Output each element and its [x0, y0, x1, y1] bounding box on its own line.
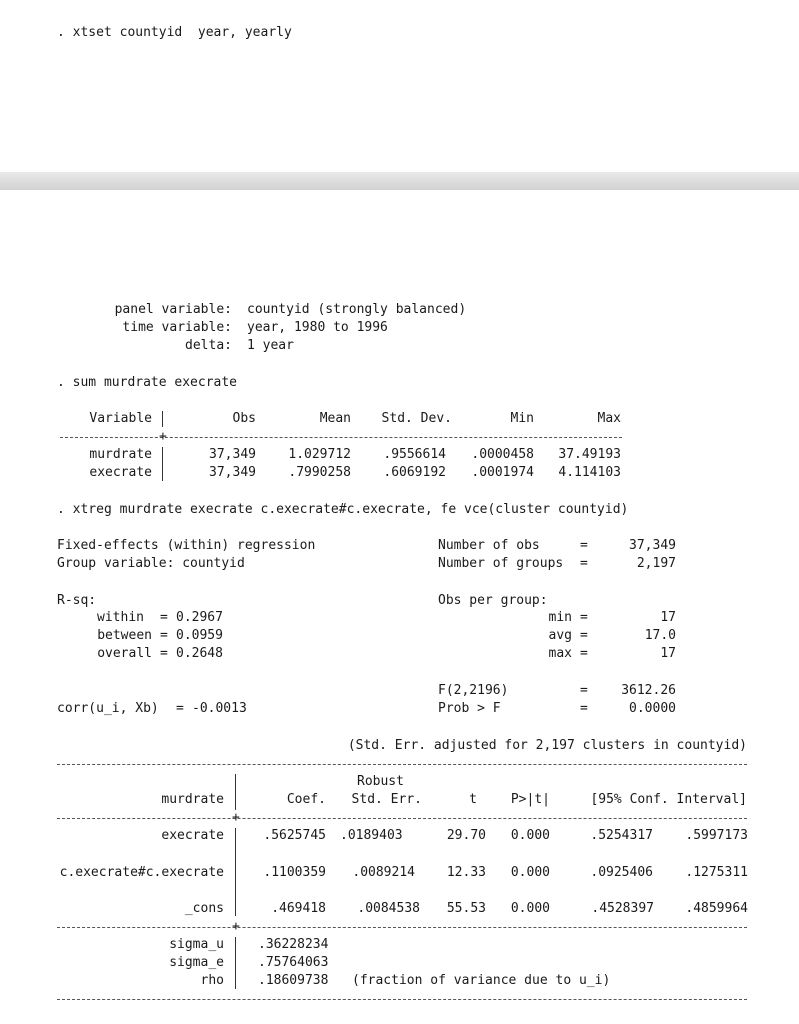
coef-cell: .4528397: [591, 901, 654, 916]
corr-value: -0.0013: [192, 701, 247, 716]
reg-title: Fixed-effects (within) regression: [57, 538, 316, 553]
xtreg-command: . xtreg murdrate execrate c.execrate#c.execrate, fe vce(cluster countyid): [57, 502, 629, 517]
coef-header-p: P>|t|: [510, 792, 550, 807]
rsq-label: R-sq:: [57, 593, 97, 608]
sum-command: . sum murdrate execrate: [57, 375, 238, 390]
reg-group: Group variable: countyid: [57, 556, 245, 571]
equals: =: [580, 556, 588, 571]
max-value: 17: [660, 646, 676, 661]
overall-value: 0.2648: [176, 646, 223, 661]
f-label: F(2,2196): [438, 683, 509, 698]
coef-cell: .469418: [271, 901, 326, 916]
coef-cell: 0.000: [510, 828, 550, 843]
sum-cell: .0001974: [471, 465, 534, 480]
sum-row-var: murdrate: [89, 447, 152, 462]
equals: =: [160, 628, 168, 643]
nobs-label: Number of obs: [438, 538, 540, 553]
ngroups-value: 2,197: [636, 556, 676, 571]
sum-header-variable: Variable: [89, 411, 152, 426]
sigma-e-value: .75764063: [258, 955, 329, 970]
robust-label: Robust: [357, 774, 404, 789]
max-label: max: [548, 646, 572, 661]
sum-rule-cross: +: [159, 429, 167, 444]
equals: =: [580, 538, 588, 553]
sum-cell: 37,349: [209, 447, 256, 462]
min-value: 17: [660, 610, 676, 625]
sum-cell: .7990258: [288, 465, 351, 480]
coef-cell: 0.000: [510, 865, 550, 880]
panel-value: countyid (strongly balanced): [247, 302, 467, 317]
coef-row-var: c.execrate#c.execrate: [59, 865, 224, 880]
equals: =: [580, 701, 588, 716]
equals: =: [580, 646, 588, 661]
equals: =: [580, 628, 588, 643]
coef-cell: .5254317: [590, 828, 653, 843]
sum-cell: 37.49193: [558, 447, 621, 462]
within-label: within: [97, 610, 144, 625]
avg-value: 17.0: [644, 628, 676, 643]
sum-cell: 1.029712: [288, 447, 351, 462]
delta-value: 1 year: [247, 338, 294, 353]
min-label: min: [548, 610, 572, 625]
sum-header-min: Min: [510, 411, 534, 426]
coef-cell: .0084538: [357, 901, 420, 916]
delta-label: delta:: [185, 338, 232, 353]
equals: =: [176, 701, 184, 716]
coef-cell: .4859964: [685, 901, 748, 916]
sum-cell: .6069192: [383, 465, 446, 480]
coef-row-var: execrate: [161, 828, 224, 843]
sigma-e-label: sigma_e: [169, 955, 224, 970]
prob-label: Prob > F: [438, 701, 501, 716]
coef-divider: [235, 937, 236, 989]
coef-cell: 12.33: [446, 865, 486, 880]
coef-cell: 0.000: [510, 901, 550, 916]
rho-note: (fraction of variance due to u_i): [352, 973, 611, 988]
sigma-u-label: sigma_u: [169, 937, 224, 952]
coef-cell: .1275311: [685, 865, 748, 880]
coef-header-se: Std. Err.: [351, 792, 422, 807]
rho-label: rho: [200, 973, 224, 988]
nobs-value: 37,349: [629, 538, 676, 553]
rho-value: .18609738: [258, 973, 329, 988]
sum-divider: [162, 447, 163, 481]
time-value: year, 1980 to 1996: [247, 320, 388, 335]
sum-divider: [162, 411, 163, 427]
coef-rule-cross: +: [232, 810, 240, 825]
f-value: 3612.26: [621, 683, 676, 698]
coef-header-t: t: [469, 792, 477, 807]
coef-top-rule: [57, 764, 747, 765]
equals: =: [160, 610, 168, 625]
avg-label: avg: [548, 628, 572, 643]
coef-cell: .5625745: [263, 828, 326, 843]
coef-cell: 29.70: [446, 828, 486, 843]
coef-rule-cross: +: [232, 919, 240, 934]
coef-cell: 55.53: [446, 901, 486, 916]
coef-header-ci: [95% Conf. Interval]: [590, 792, 747, 807]
coef-row-var: _cons: [184, 901, 224, 916]
sum-cell: 37,349: [209, 465, 256, 480]
coef-divider: [235, 774, 236, 810]
coef-cell: .0089214: [352, 865, 415, 880]
sum-header-obs: Obs: [232, 411, 256, 426]
prob-value: 0.0000: [629, 701, 676, 716]
sum-cell: 4.114103: [558, 465, 621, 480]
coef-header-coef: Coef.: [286, 792, 326, 807]
coef-cell: .5997173: [685, 828, 748, 843]
sum-header-sd: Std. Dev.: [381, 411, 452, 426]
coef-cell: .0189403: [340, 828, 403, 843]
panel-label: panel variable:: [114, 302, 232, 317]
ngroups-label: Number of groups: [438, 556, 564, 571]
coef-cell: .0925406: [590, 865, 653, 880]
coef-divider: [235, 828, 236, 916]
xtset-command: . xtset countyid year, yearly: [57, 25, 292, 40]
between-value: 0.0959: [176, 628, 223, 643]
sum-cell: .0000458: [471, 447, 534, 462]
equals: =: [580, 683, 588, 698]
coef-header-depvar: murdrate: [161, 792, 224, 807]
between-label: between: [97, 628, 152, 643]
time-label: time variable:: [122, 320, 232, 335]
sum-rule: [60, 437, 622, 438]
overall-label: overall: [97, 646, 152, 661]
corr-label: corr(u_i, Xb): [57, 701, 159, 716]
se-note: (Std. Err. adjusted for 2,197 clusters in countyid): [347, 738, 747, 753]
coef-bottom-rule: [57, 999, 747, 1000]
within-value: 0.2967: [176, 610, 223, 625]
sum-cell: .9556614: [383, 447, 446, 462]
sum-header-mean: Mean: [319, 411, 351, 426]
sigma-u-value: .36228234: [258, 937, 329, 952]
equals: =: [160, 646, 168, 661]
sum-row-var: execrate: [89, 465, 152, 480]
sum-header-max: Max: [597, 411, 621, 426]
equals: =: [580, 610, 588, 625]
obs-per-group-label: Obs per group:: [438, 593, 548, 608]
coef-body-rule: [57, 927, 747, 928]
page-separator: [0, 172, 799, 190]
coef-cell: .1100359: [263, 865, 326, 880]
coef-header-rule: [57, 818, 747, 819]
